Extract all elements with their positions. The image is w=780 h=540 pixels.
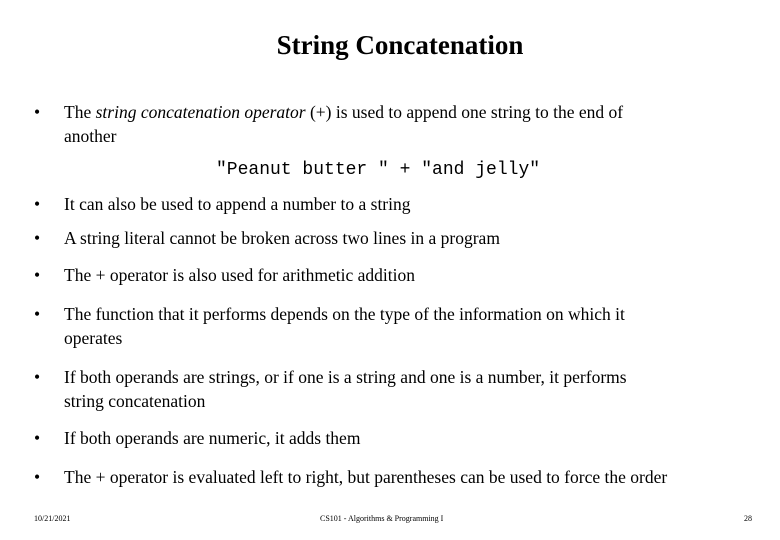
bullet-icon: • — [34, 428, 41, 448]
footer-course: CS101 - Algorithms & Programming I — [320, 514, 444, 523]
bullet-icon: • — [34, 304, 41, 324]
slide-title: String Concatenation — [276, 30, 524, 60]
bullet-text-part: (+) is used to append one string to the end of — [305, 102, 624, 122]
footer-date: 10/21/2021 — [34, 514, 71, 523]
bullet-text-continuation: operates — [64, 328, 123, 348]
bullet-text — [64, 100, 764, 148]
bullet-icon: • — [34, 265, 41, 285]
bullet-icon: • — [34, 102, 41, 122]
bullet-text: The + operator is evaluated left to right, but parentheses can be used to force the order — [64, 467, 668, 487]
bullet-text-part: If both operands are strings, or if one is a string and one is a number, it performs — [64, 367, 627, 387]
bullet-icon: • — [34, 467, 41, 487]
footer-page-number: 28 — [744, 514, 752, 523]
bullet-text: It can also be used to append a number to a string — [64, 194, 411, 214]
bullet-icon: • — [34, 194, 41, 214]
bullet-text — [64, 302, 764, 350]
bullet-text — [64, 365, 764, 413]
bullet-text-continuation: another — [64, 126, 117, 146]
bullet-text: If both operands are numeric, it adds them — [64, 428, 361, 448]
bullet-text: A string literal cannot be broken across two lines in a program — [64, 228, 500, 248]
bullet-text-italic: string concatenation operator — [95, 102, 306, 122]
bullet-text-part: The function that it performs depends on the type of the information on which it — [64, 304, 625, 324]
bullet-icon: • — [34, 367, 41, 387]
code-example: "Peanut butter " + "and jelly" — [216, 160, 541, 180]
bullet-text-part: The — [64, 102, 96, 122]
bullet-icon: • — [34, 228, 41, 248]
bullet-text-continuation: string concatenation — [64, 391, 206, 411]
bullet-text: The + operator is also used for arithmetic addition — [64, 265, 416, 285]
